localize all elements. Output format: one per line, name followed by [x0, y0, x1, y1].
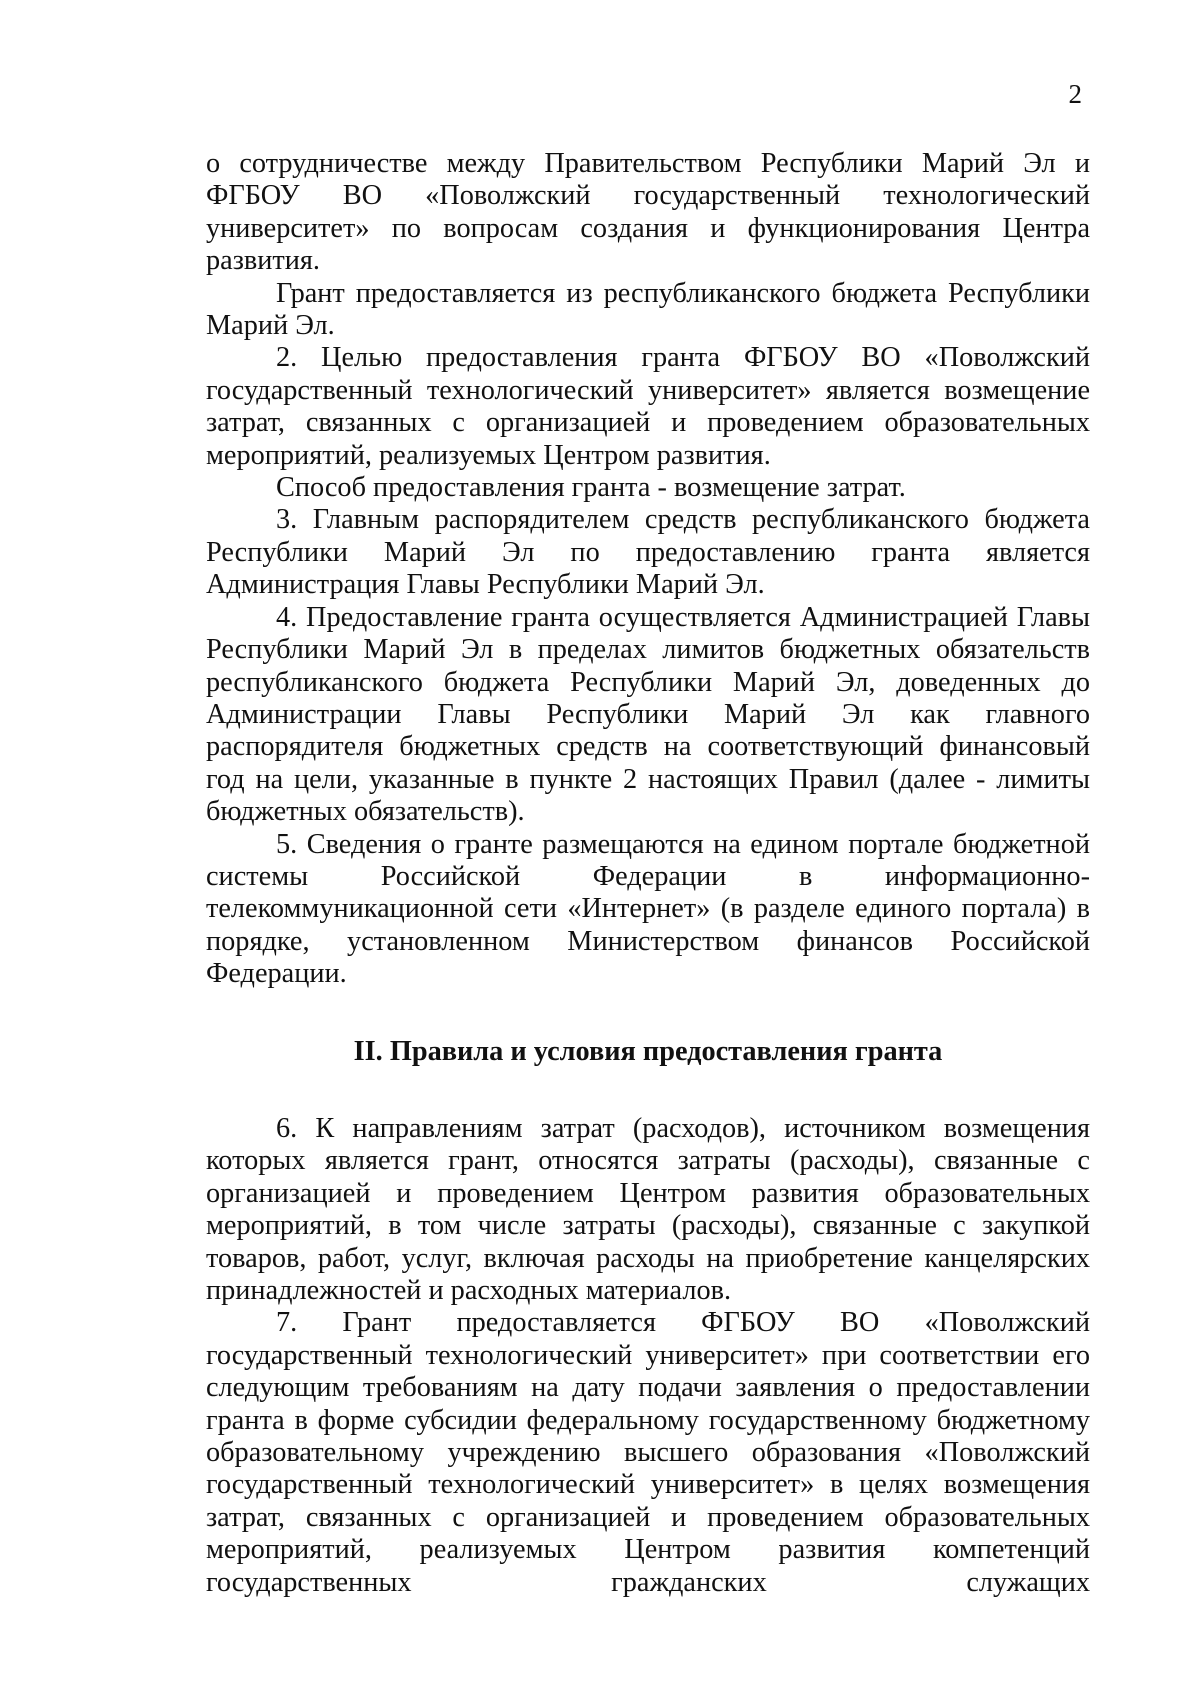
- section-one-continuation: [206, 148, 1090, 991]
- paragraph: 4. Предоставление гранта осуществляется Администрацией Главы Республики Марий Эл в пределах лимитов бюджетных обязательств республиканского бюджета Республики Марий Эл, доведенных до Администрации Главы Республики Марий Эл как главного распорядителя бюджетных средств на соответствующий финансовый год на цели, указанные в пункте 2 настоящих Правил (далее - лимиты бюджетных обязательств).: [206, 601, 1090, 828]
- paragraph: 2. Целью предоставления гранта ФГБОУ ВО «Поволжский государственный технологический университет» является возмещение затрат, связанных с организацией и проведением образовательных мероприятий, реализуемых Центром развития.: [206, 342, 1090, 471]
- paragraph: 7. Грант предоставляется ФГБОУ ВО «Поволжский государственный технологический университет» при соответствии его следующим требованиям на дату подачи заявления о предоставлении гранта в форме субсидии федеральному государственному бюджетному образовательному учреждению высшего образования «Поволжский государственный технологический университет» в целях возмещения затрат, связанных с организацией и проведением образовательных мероприятий, реализуемых Центром развития компетенций государственных гражданских служащих: [206, 1307, 1090, 1598]
- section-two-body: [206, 1113, 1090, 1599]
- document-body: [206, 148, 1090, 1599]
- paragraph: 5. Сведения о гранте размещаются на едином портале бюджетной системы Российской Федерации в информационно-телекоммуникационной сети «Интернет» (в разделе единого портала) в порядке, установленном Министерством финансов Российской Федерации.: [206, 828, 1090, 990]
- section-title: II. Правила и условия предоставления гранта: [353, 1035, 943, 1067]
- paragraph: Способ предоставления гранта - возмещение затрат.: [276, 472, 906, 504]
- page-number: 2: [1068, 79, 1082, 109]
- paragraph: Грант предоставляется из республиканского бюджета Республики Марий Эл.: [206, 277, 1090, 342]
- paragraph: 3. Главным распорядителем средств республиканского бюджета Республики Марий Эл по предоставлению гранта является Администрация Главы Республики Марий Эл.: [206, 504, 1090, 601]
- paragraph: о сотрудничестве между Правительством Республики Марий Эл и ФГБОУ ВО «Поволжский государственный технологический университет» по вопросам создания и функционирования Центра развития.: [206, 148, 1090, 277]
- paragraph: 6. К направлениям затрат (расходов), источником возмещения которых является грант, относятся затраты (расходы), связанные с организацией и проведением Центром развития образовательных мероприятий, в том числе затраты (расходы), связанные с закупкой товаров, работ, услуг, включая расходы на приобретение канцелярских принадлежностей и расходных материалов.: [206, 1112, 1090, 1306]
